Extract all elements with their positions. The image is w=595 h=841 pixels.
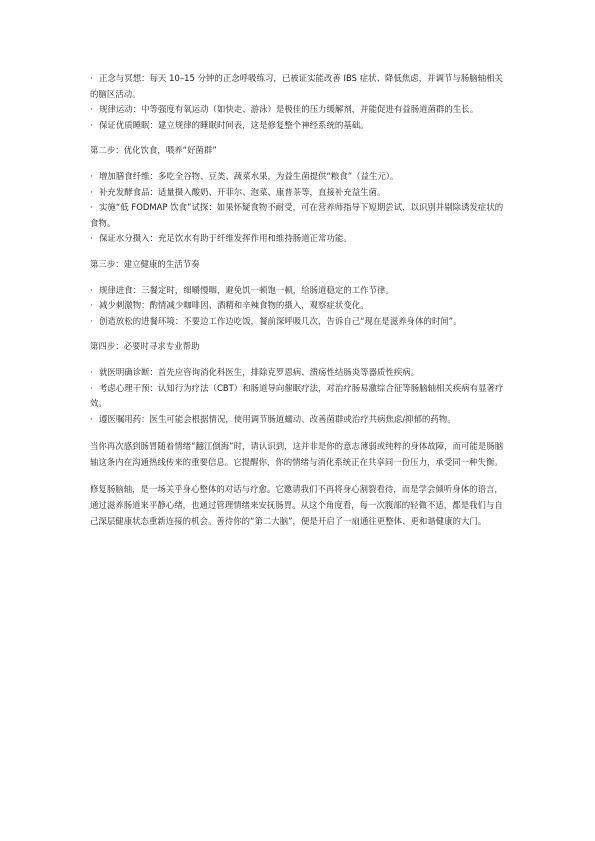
bullet-icon: ·: [90, 119, 93, 130]
bullet-icon: ·: [90, 233, 93, 244]
bullet-text: 保证优质睡眠：建立规律的睡眠时间表，这是修复整个神经系统的基础。: [99, 119, 369, 130]
list-item: [90, 71, 510, 102]
list-item: [90, 283, 510, 299]
list-item: [90, 102, 510, 118]
list-item: [90, 231, 510, 247]
bullet-icon: ·: [90, 284, 93, 295]
bullet-icon: ·: [90, 382, 93, 393]
bullet-icon: ·: [90, 413, 93, 424]
bullet-text: 实施“低 FODMAP 饮食”试探：如果怀疑食物不耐受，可在营养师指导下短期尝试，以识别并剔除诱发症状的食物。: [90, 202, 504, 228]
section-heading: 第三步：建立健康的生活节奏: [90, 258, 200, 269]
list-item: [90, 412, 510, 428]
bullet-icon: ·: [90, 186, 93, 197]
bullet-text: 补充发酵食品：适量摄入酸奶、开菲尔、泡菜、康普茶等，直接补充益生菌。: [99, 186, 386, 197]
closing-paragraph: 修复肠脑轴，是一场关乎身心整体的对话与疗愈。它邀请我们不再将身心割裂看待，而是学会倾听身体的语言，通过滋养肠道来平静心绪，也通过管理情绪来安抚肠胃。从这个角度看，每一次腹部的轻微不适，都是我们与自己深层健康状态重新连接的机会。善待你的“第二大脑”，便是开启了一扇通往更整体、更和谐健康的大门。: [90, 484, 503, 526]
bullet-text: 减少刺激物：酌情减少咖啡因、酒精和辛辣食物的摄入，观察症状变化。: [99, 300, 369, 311]
list-item: [90, 200, 510, 231]
bullet-text: 创造放松的进餐环境：不要边工作边吃饭，餐前深呼吸几次，告诉自己“现在是滋养身体的时间”。: [99, 315, 462, 326]
list-item: [90, 118, 510, 134]
bullet-text: 保证水分摄入：充足饮水有助于纤维发挥作用和维持肠道正常功能。: [99, 233, 352, 244]
closing-paragraph: 当你再次感到肠胃随着情绪“翻江倒海”时，请认识到，这并非是你的意志薄弱或纯粹的身体故障，而可能是肠脑轴这条内在沟通热线传来的重要信息。它提醒你，你的情绪与消化系统正在共享同一份压力，承受同一种失衡。: [90, 441, 504, 467]
bullet-text: 规律进食：三餐定时，细嚼慢咽，避免饥一顿饱一顿，给肠道稳定的工作节律。: [99, 284, 394, 295]
section-heading: 第四步：必要时寻求专业帮助: [90, 341, 200, 352]
bullet-icon: ·: [90, 104, 93, 115]
bullet-icon: ·: [90, 300, 93, 311]
section-heading: 第二步：优化饮食，喂养“好菌群”: [90, 145, 217, 156]
list-item: [90, 314, 510, 330]
bullet-text: 增加膳食纤维：多吃全谷物、豆类、蔬菜水果，为益生菌提供“粮食”（益生元）。: [99, 170, 399, 181]
bullet-icon: ·: [90, 170, 93, 181]
bullet-icon: ·: [90, 366, 93, 377]
list-item: [90, 169, 510, 185]
bullet-icon: ·: [90, 73, 93, 83]
bullet-text: 遵医嘱用药：医生可能会根据情况，使用调节肠道蠕动、改善菌群或治疗共病焦虑/抑郁的药物。: [99, 413, 456, 424]
list-item: [90, 298, 510, 314]
document-body: [90, 71, 510, 529]
bullet-icon: ·: [90, 315, 93, 326]
bullet-text: 就医明确诊断：首先应咨询消化科医生，排除克罗恩病、溃疡性结肠炎等器质性疾病。: [99, 366, 420, 377]
bullet-icon: ·: [90, 202, 93, 213]
bullet-text: 规律运动：中等强度有氧运动（如快走、游泳）是极佳的压力缓解剂，并能促进有益肠道菌群的生长。: [99, 104, 479, 115]
list-item: [90, 365, 510, 381]
bullet-text: 考虑心理干预：认知行为疗法（CBT）和肠道导向催眠疗法，对治疗肠易激综合征等肠脑轴相关疾病有显著疗效。: [90, 382, 504, 409]
list-item: [90, 185, 510, 201]
bullet-text: 正念与冥想：每天 10–15 分钟的正念呼吸练习，已被证实能改善 IBS 症状、降低焦虑，并调节与肠脑轴相关的脑区活动。: [90, 73, 503, 99]
list-item: [90, 381, 510, 412]
